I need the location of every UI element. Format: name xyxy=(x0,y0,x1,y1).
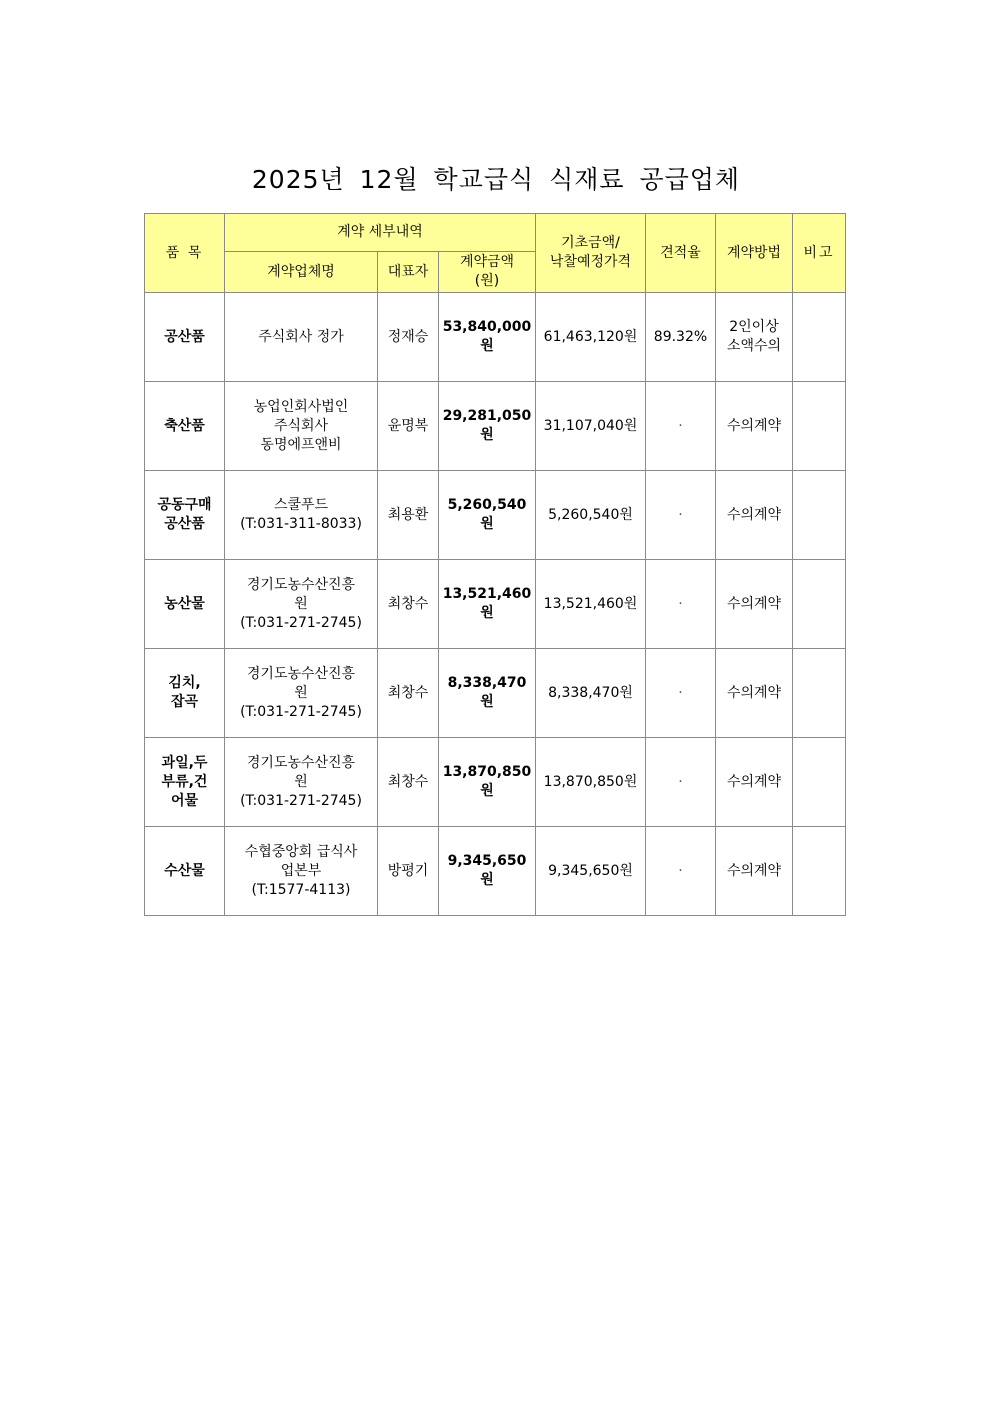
amount-cell-line: 5,260,540원 xyxy=(447,497,527,532)
amount-cell-line: 원 xyxy=(480,783,494,799)
item-cell xyxy=(145,649,225,738)
company-cell xyxy=(225,471,378,560)
method-cell xyxy=(716,738,793,827)
table-row xyxy=(145,293,846,382)
representative-cell xyxy=(378,471,439,560)
method-cell-line: 2인이상 xyxy=(729,319,779,335)
company-cell-line: 동명에프앤비 xyxy=(260,436,342,453)
method-cell xyxy=(716,471,793,560)
amount-cell xyxy=(439,738,536,827)
header-company: 계약업체명 xyxy=(225,252,378,293)
company-cell-line: (T:031-271-2745) xyxy=(240,792,362,809)
bid-rate-cell xyxy=(646,471,716,560)
item-cell-line: 공동구매 xyxy=(157,497,212,513)
base-price-cell-line: 5,260,540원 xyxy=(548,506,633,523)
header-base-price: 기초금액/ 낙찰예정가격 xyxy=(536,214,646,293)
base-price-cell-line: 31,107,040원 xyxy=(543,417,638,434)
table-row xyxy=(145,560,846,649)
company-cell-line: 주식회사 정가 xyxy=(258,328,344,345)
representative-cell-line: 최창수 xyxy=(387,773,429,790)
company-cell xyxy=(225,560,378,649)
base-price-cell xyxy=(536,560,646,649)
base-price-cell-line: 8,338,470원 xyxy=(548,684,633,701)
representative-cell xyxy=(378,560,439,649)
company-cell-line: 주식회사 xyxy=(273,417,329,434)
bid-rate-cell xyxy=(646,382,716,471)
company-cell-line: 농업인회사법인 xyxy=(253,398,349,415)
header-note: 비고 xyxy=(793,214,846,293)
bid-rate-cell xyxy=(646,738,716,827)
table-row xyxy=(145,471,846,560)
company-cell-line: (T:031-311-8033) xyxy=(240,516,362,532)
note-cell xyxy=(793,293,846,382)
representative-cell-line: 최용환 xyxy=(387,506,429,523)
item-cell-line: 공산품 xyxy=(164,516,205,532)
header-contract-detail: 계약 세부내역 xyxy=(225,214,536,252)
base-price-cell xyxy=(536,471,646,560)
amount-cell xyxy=(439,293,536,382)
bid-rate-cell xyxy=(646,649,716,738)
table-row xyxy=(145,738,846,827)
company-cell-line: (T:1577-4113) xyxy=(251,881,351,898)
company-cell xyxy=(225,827,378,916)
amount-cell-line: 원 xyxy=(480,338,494,354)
company-cell-line: 원 xyxy=(294,595,308,612)
item-cell xyxy=(145,827,225,916)
note-cell xyxy=(793,649,846,738)
method-cell-line: 수의계약 xyxy=(726,773,782,790)
representative-cell-line: 방평기 xyxy=(387,862,429,879)
bid-rate-cell-line: · xyxy=(678,595,683,612)
item-cell-line: 과일,두 xyxy=(161,754,208,771)
header-row-1 xyxy=(145,214,846,252)
method-cell xyxy=(716,560,793,649)
amount-cell-line: 53,840,000 xyxy=(442,319,532,335)
bid-rate-cell-line: 89.32% xyxy=(653,328,708,345)
company-cell xyxy=(225,738,378,827)
method-cell-line: 수의계약 xyxy=(726,684,782,701)
company-cell-line: (T:031-271-2745) xyxy=(240,703,362,720)
company-cell-line: 원 xyxy=(294,684,308,701)
company-cell-line: 경기도농수산진흥 xyxy=(246,576,356,593)
bid-rate-cell xyxy=(646,827,716,916)
representative-cell xyxy=(378,649,439,738)
amount-cell-line: 9,345,650원 xyxy=(447,853,527,888)
note-cell xyxy=(793,382,846,471)
amount-cell xyxy=(439,827,536,916)
amount-cell-line: 원 xyxy=(480,605,494,621)
item-cell-line: 어물 xyxy=(170,792,199,809)
amount-cell-line: 13,870,850 xyxy=(442,764,532,780)
note-cell xyxy=(793,560,846,649)
method-cell xyxy=(716,649,793,738)
company-cell xyxy=(225,649,378,738)
item-cell xyxy=(145,560,225,649)
note-cell xyxy=(793,471,846,560)
method-cell-line: 수의계약 xyxy=(726,862,782,879)
bid-rate-cell-line: · xyxy=(678,862,683,879)
method-cell xyxy=(716,293,793,382)
item-cell-line: 부류,건 xyxy=(161,773,208,790)
item-cell xyxy=(145,293,225,382)
base-price-cell xyxy=(536,738,646,827)
amount-cell-line: 원 xyxy=(480,427,494,443)
supplier-table xyxy=(144,213,846,916)
header-representative: 대표자 xyxy=(378,252,439,293)
item-cell-line: 농산물 xyxy=(164,595,205,612)
company-cell-line: (T:031-271-2745) xyxy=(240,614,362,631)
table-row xyxy=(145,827,846,916)
bid-rate-cell-line: · xyxy=(678,417,683,434)
header-bid-rate: 견적율 xyxy=(646,214,716,293)
base-price-cell xyxy=(536,649,646,738)
bid-rate-cell-line: · xyxy=(678,506,683,523)
base-price-cell-line: 61,463,120원 xyxy=(543,328,638,345)
base-price-cell xyxy=(536,293,646,382)
company-cell-line: 스쿨푸드 xyxy=(273,497,329,513)
method-cell xyxy=(716,827,793,916)
method-cell-line: 수의계약 xyxy=(726,595,782,612)
representative-cell xyxy=(378,293,439,382)
method-cell-line: 소액수의 xyxy=(726,338,782,354)
amount-cell-line: 8,338,470원 xyxy=(447,675,527,710)
method-cell-line: 수의계약 xyxy=(726,506,782,523)
item-cell-line: 잡곡 xyxy=(170,694,199,710)
company-cell-line: 수협중앙회 급식사 xyxy=(244,843,358,860)
table-row xyxy=(145,382,846,471)
company-cell-line: 업본부 xyxy=(280,862,322,879)
item-cell-line: 수산물 xyxy=(164,862,205,879)
method-cell-line: 수의계약 xyxy=(726,417,782,434)
representative-cell xyxy=(378,382,439,471)
representative-cell-line: 윤명복 xyxy=(387,417,429,434)
amount-cell xyxy=(439,560,536,649)
base-price-cell-line: 9,345,650원 xyxy=(548,862,633,879)
bid-rate-cell-line: · xyxy=(678,773,683,790)
item-cell-line: 공산품 xyxy=(164,328,205,345)
representative-cell-line: 최창수 xyxy=(387,684,429,701)
header-item: 품 목 xyxy=(145,214,225,293)
document-title: 2025년 12월 학교급식 식재료 공급업체 xyxy=(251,165,741,194)
representative-cell-line: 정재승 xyxy=(387,328,429,345)
header-method: 계약방법 xyxy=(716,214,793,293)
bid-rate-cell xyxy=(646,293,716,382)
item-cell-line: 김치, xyxy=(168,675,201,691)
base-price-cell xyxy=(536,382,646,471)
representative-cell-line: 최창수 xyxy=(387,595,429,612)
item-cell-line: 축산품 xyxy=(164,417,205,434)
note-cell xyxy=(793,738,846,827)
company-cell xyxy=(225,293,378,382)
base-price-cell-line: 13,870,850원 xyxy=(543,773,638,790)
company-cell-line: 경기도농수산진흥 xyxy=(246,665,356,682)
bid-rate-cell xyxy=(646,560,716,649)
method-cell xyxy=(716,382,793,471)
amount-cell xyxy=(439,649,536,738)
base-price-cell-line: 13,521,460원 xyxy=(543,595,638,612)
header-amount: 계약금액 (원) xyxy=(439,252,536,293)
table-row xyxy=(145,649,846,738)
item-cell xyxy=(145,738,225,827)
amount-cell-line: 13,521,460 xyxy=(442,586,532,602)
amount-cell xyxy=(439,382,536,471)
company-cell xyxy=(225,382,378,471)
bid-rate-cell-line: · xyxy=(678,684,683,701)
base-price-cell xyxy=(536,827,646,916)
amount-cell-line: 29,281,050 xyxy=(442,408,532,424)
representative-cell xyxy=(378,827,439,916)
company-cell-line: 경기도농수산진흥 xyxy=(246,754,356,771)
company-cell-line: 원 xyxy=(294,773,308,790)
representative-cell xyxy=(378,738,439,827)
note-cell xyxy=(793,827,846,916)
item-cell xyxy=(145,471,225,560)
amount-cell xyxy=(439,471,536,560)
item-cell xyxy=(145,382,225,471)
